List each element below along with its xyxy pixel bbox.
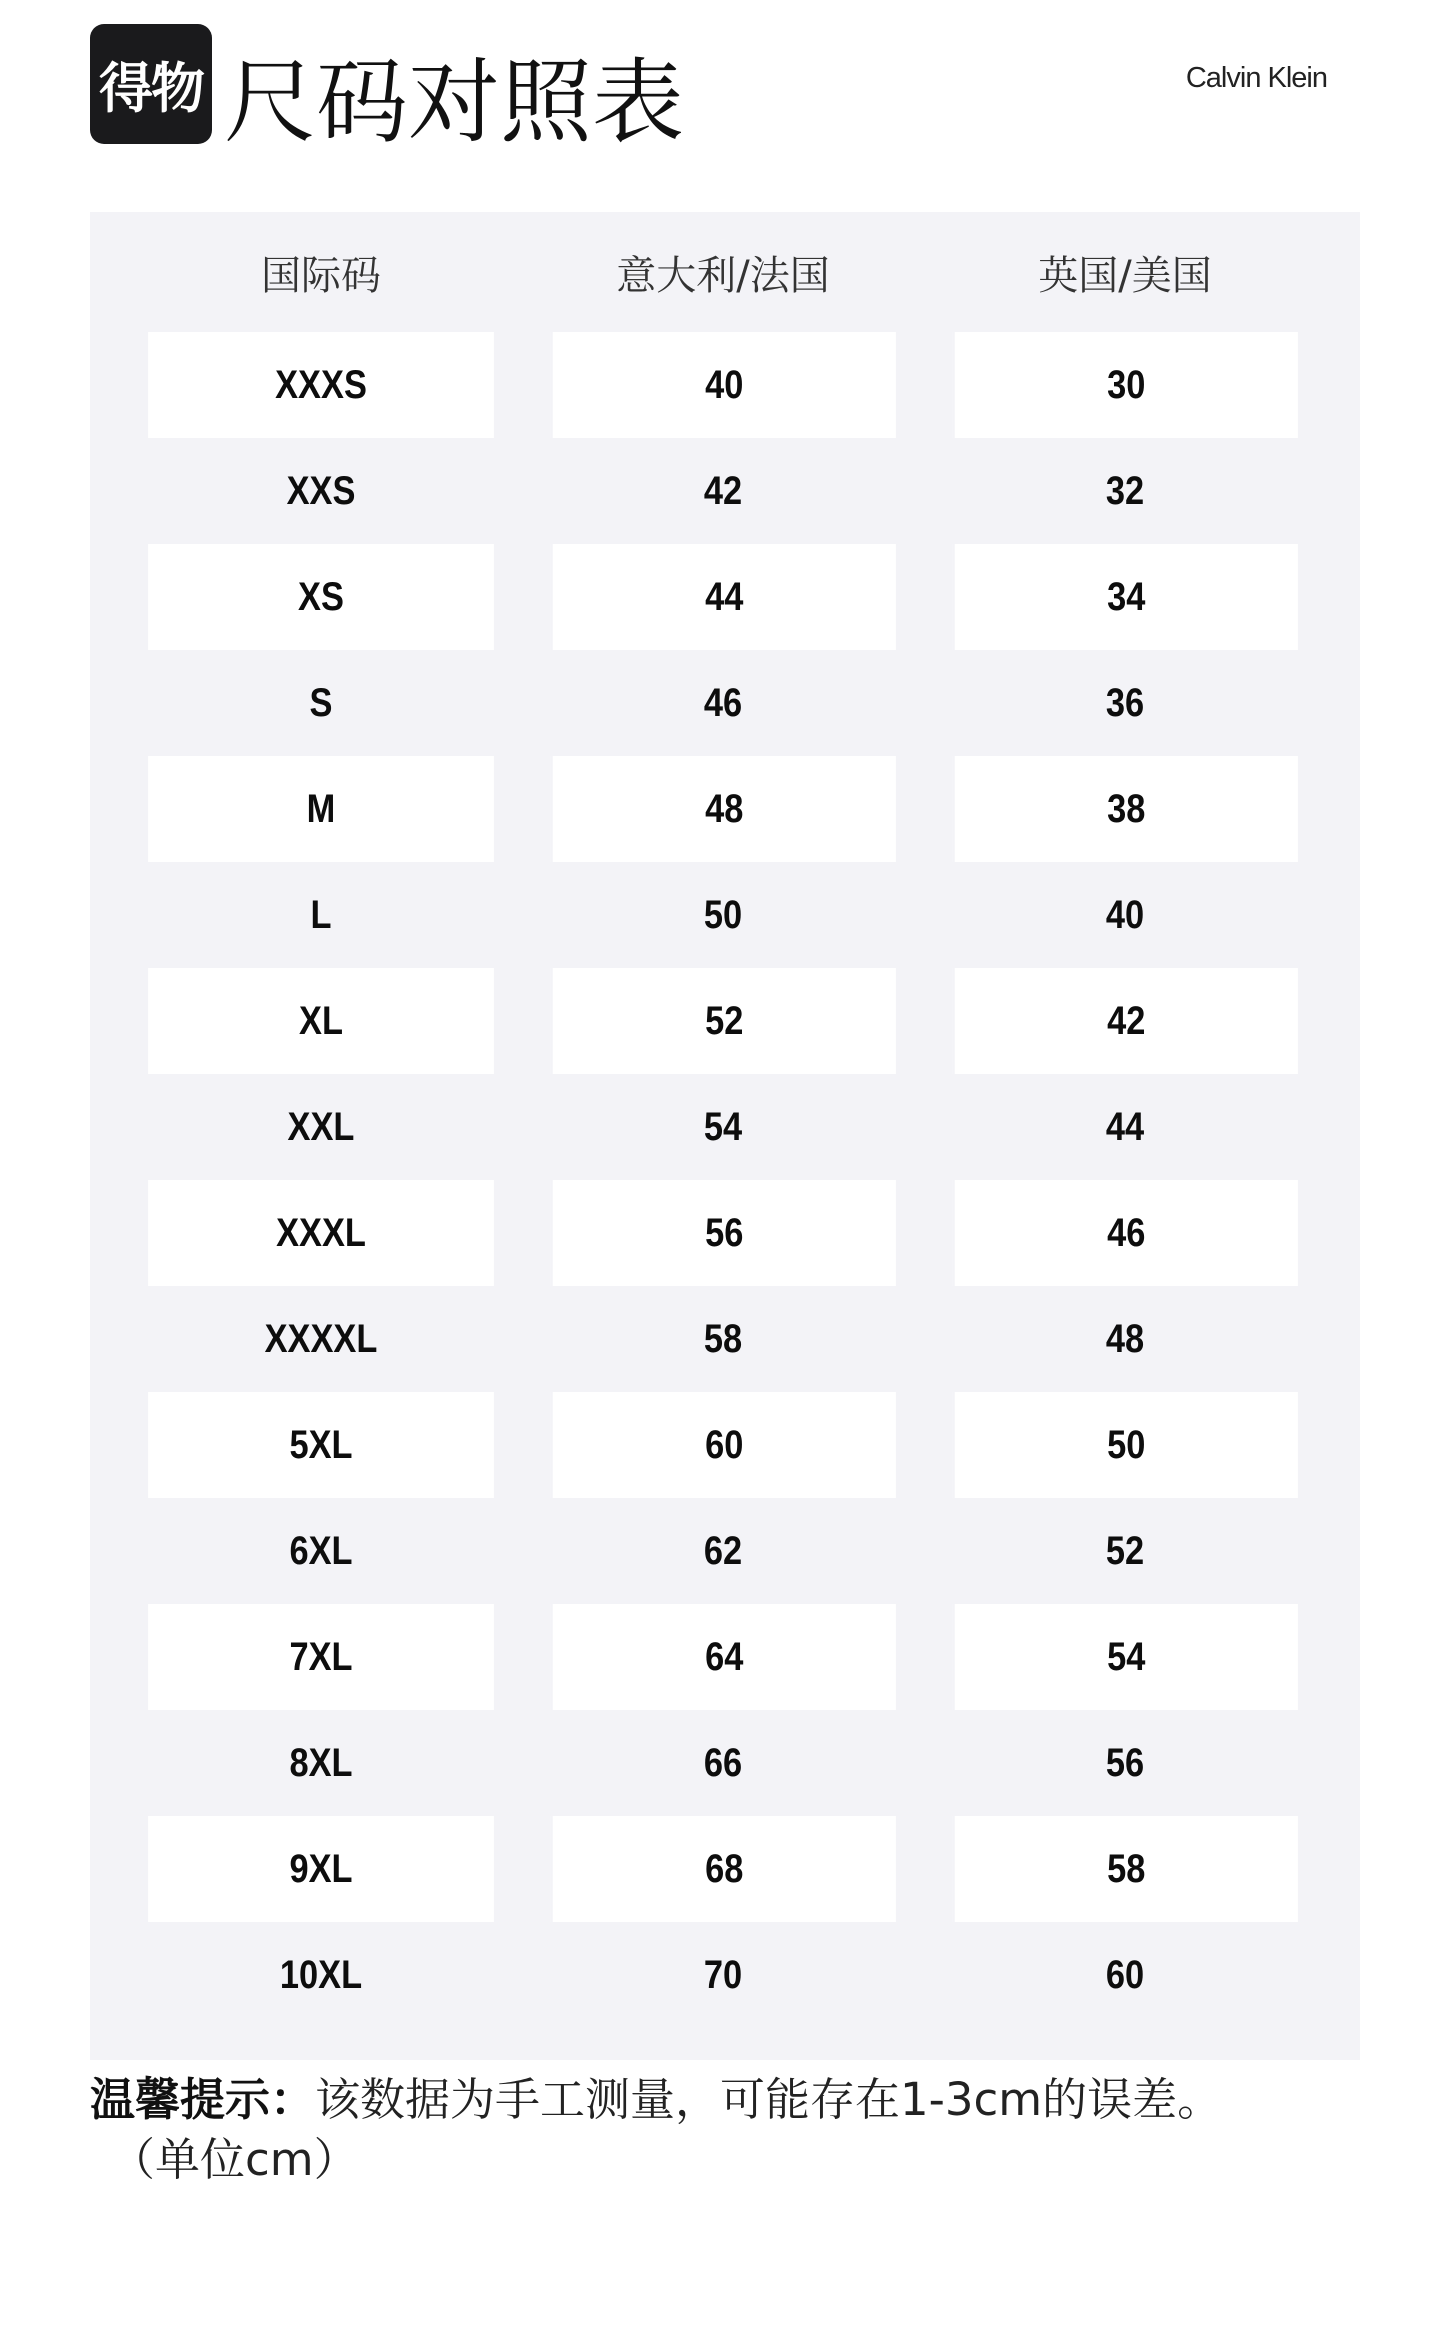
cell-uk-us-size: 32	[1105, 468, 1145, 513]
cell-italy-france-size: 64	[550, 1604, 896, 1710]
cell-italy-france-size: 66	[703, 1740, 743, 1785]
cell-uk-us-size: 60	[1105, 1952, 1145, 1997]
brand-logo: Calvin Klein	[1185, 62, 1327, 94]
cell-italy-france-size: 42	[703, 468, 743, 513]
table-row	[120, 544, 1326, 650]
column-header-international: 国际码	[261, 252, 381, 299]
cell-uk-us-size: 50	[952, 1392, 1298, 1498]
cell-international-size: XXXXL	[264, 1316, 378, 1361]
cell-uk-us-size: 46	[952, 1180, 1298, 1286]
cell-italy-france-size: 46	[703, 680, 743, 725]
cell-international-size: M	[148, 756, 494, 862]
table-row	[120, 1392, 1326, 1498]
cell-uk-us-size: 56	[1105, 1740, 1145, 1785]
column-header-italy-france: 意大利/法国	[616, 252, 830, 299]
cell-italy-france-size: 54	[703, 1104, 743, 1149]
cell-international-size: XXS	[286, 468, 356, 513]
tip-text: 该数据为手工测量，可能存在1-3cm的误差。	[315, 2073, 1223, 2126]
cell-international-size: L	[310, 892, 332, 937]
cell-international-size: 8XL	[289, 1740, 353, 1785]
cell-italy-france-size: 70	[703, 1952, 743, 1997]
cell-uk-us-size: 48	[1105, 1316, 1145, 1361]
cell-international-size: 6XL	[289, 1528, 353, 1573]
cell-italy-france-size: 68	[550, 1816, 896, 1922]
table-row	[120, 862, 1326, 968]
cell-italy-france-size: 50	[703, 892, 743, 937]
table-row	[120, 438, 1326, 544]
table-row	[120, 1604, 1326, 1710]
cell-uk-us-size: 30	[952, 332, 1298, 438]
page-title: 尺码对照表	[224, 49, 685, 156]
table-row	[120, 1710, 1326, 1816]
cell-international-size: XS	[148, 544, 494, 650]
size-chart-table	[90, 212, 1360, 2060]
table-row	[120, 968, 1326, 1074]
table-header	[120, 212, 1326, 332]
cell-uk-us-size: 42	[952, 968, 1298, 1074]
cell-uk-us-size: 54	[952, 1604, 1298, 1710]
cell-uk-us-size: 58	[952, 1816, 1298, 1922]
cell-italy-france-size: 44	[550, 544, 896, 650]
cell-international-size: S	[309, 680, 333, 725]
cell-italy-france-size: 40	[550, 332, 896, 438]
cell-international-size: XXL	[287, 1104, 355, 1149]
cell-international-size: XL	[148, 968, 494, 1074]
cell-uk-us-size: 34	[952, 544, 1298, 650]
table-row	[120, 1816, 1326, 1922]
cell-uk-us-size: 44	[1105, 1104, 1145, 1149]
table-row	[120, 332, 1326, 438]
table-body	[120, 332, 1326, 2028]
cell-uk-us-size: 40	[1105, 892, 1145, 937]
cell-international-size: XXXS	[148, 332, 494, 438]
cell-uk-us-size: 36	[1105, 680, 1145, 725]
cell-international-size: 10XL	[279, 1952, 363, 1997]
table-row	[120, 1180, 1326, 1286]
tip-note	[90, 2070, 1380, 2190]
table-row	[120, 756, 1326, 862]
tip-label: 温馨提示：	[90, 2073, 316, 2126]
cell-italy-france-size: 56	[550, 1180, 896, 1286]
cell-international-size: XXXL	[148, 1180, 494, 1286]
cell-uk-us-size: 38	[952, 756, 1298, 862]
cell-italy-france-size: 62	[703, 1528, 743, 1573]
table-row	[120, 1286, 1326, 1392]
cell-international-size: 9XL	[148, 1816, 494, 1922]
cell-italy-france-size: 60	[550, 1392, 896, 1498]
cell-italy-france-size: 48	[550, 756, 896, 862]
table-row	[120, 1922, 1326, 2028]
table-row	[120, 1074, 1326, 1180]
cell-italy-france-size: 52	[550, 968, 896, 1074]
unit-note: （单位cm）	[110, 2133, 359, 2186]
cell-international-size: 7XL	[148, 1604, 494, 1710]
cell-uk-us-size: 52	[1105, 1528, 1145, 1573]
cell-international-size: 5XL	[148, 1392, 494, 1498]
cell-italy-france-size: 58	[703, 1316, 743, 1361]
app-logo: 得物	[90, 24, 212, 144]
table-row	[120, 650, 1326, 756]
table-row	[120, 1498, 1326, 1604]
column-header-uk-us: 英国/美国	[1038, 252, 1212, 299]
